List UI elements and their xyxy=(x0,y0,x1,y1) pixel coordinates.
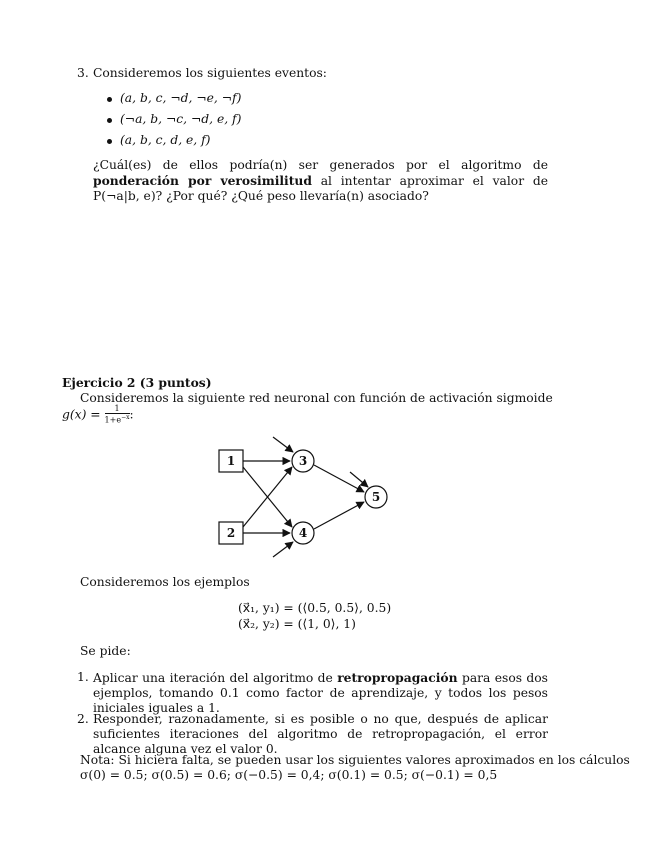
question-3-text: ¿Cuál(es) de ellos podría(n) ser generados por el algoritmo de ponderación por verosimilitud al intentar aproximar el valor de P(¬a|b, e)? ¿Por qué? ¿Qué peso llevaría(n) asociado? xyxy=(93,158,548,203)
node-label-1: 1 xyxy=(226,454,236,468)
task-1-text: Aplicar una iteración del algoritmo de retropropagación para esos dos ejemplos, tomando 0.1 como factor de aprendizaje, y todos los pesos iniciales iguales a 1. xyxy=(93,670,548,715)
event-2: (¬a, b, ¬c, ¬d, e, f) xyxy=(120,112,242,126)
node-label-3: 3 xyxy=(298,454,308,468)
bias-arrow-5 xyxy=(350,472,368,487)
task-2-number: 2. xyxy=(77,712,89,726)
node-label-2: 2 xyxy=(226,526,236,540)
task-1-bold-term: retropropagación xyxy=(337,670,458,685)
note-line-1: Nota: Si hiciera falta, se pueden usar los siguientes valores aproximados en los cálculos xyxy=(80,753,630,767)
example-1: (x⃗₁, y₁) = (⟨0.5, 0.5⟩, 0.5) xyxy=(238,601,392,615)
task-1-number: 1. xyxy=(77,670,89,684)
task-2-text: Responder, razonadamente, si es posible o no que, después de aplicar suficientes iteraciones del algoritmo de retropropagación, el error alcance alguna vez el valor 0. xyxy=(93,712,548,756)
question-3-bold-term: ponderación por verosimilitud xyxy=(93,173,312,188)
event-1: (a, b, c, ¬d, ¬e, ¬f) xyxy=(120,91,242,105)
edge-4-5 xyxy=(314,502,364,529)
question-3-number: 3. xyxy=(77,66,89,80)
node-label-4: 4 xyxy=(298,526,308,540)
node-label-5: 5 xyxy=(371,490,381,504)
exercise-2-intro: Consideremos la siguiente red neuronal con función de activación sigmoide xyxy=(80,391,553,405)
sigmoid-formula: g(x) = $\frac{1}{1+e^{-x}}$ : xyxy=(62,404,134,425)
examples-intro: Consideremos los ejemplos xyxy=(80,575,250,589)
bias-arrow-4 xyxy=(273,542,293,557)
question-3-intro: Consideremos los siguientes eventos: xyxy=(93,66,327,80)
edge-3-5 xyxy=(314,465,364,492)
exercise-2-title: Ejercicio 2 (3 puntos) xyxy=(62,375,212,390)
se-pide: Se pide: xyxy=(80,644,131,658)
bias-arrow-3 xyxy=(273,437,293,452)
event-3: (a, b, c, d, e, f) xyxy=(120,133,211,147)
example-2: (x⃗₂, y₂) = (⟨1, 0⟩, 1) xyxy=(238,617,356,631)
note-line-2: σ(0) = 0.5; σ(0.5) = 0.6; σ(−0.5) = 0,4; σ(0.1) = 0.5; σ(−0.1) = 0,5 xyxy=(80,768,498,782)
